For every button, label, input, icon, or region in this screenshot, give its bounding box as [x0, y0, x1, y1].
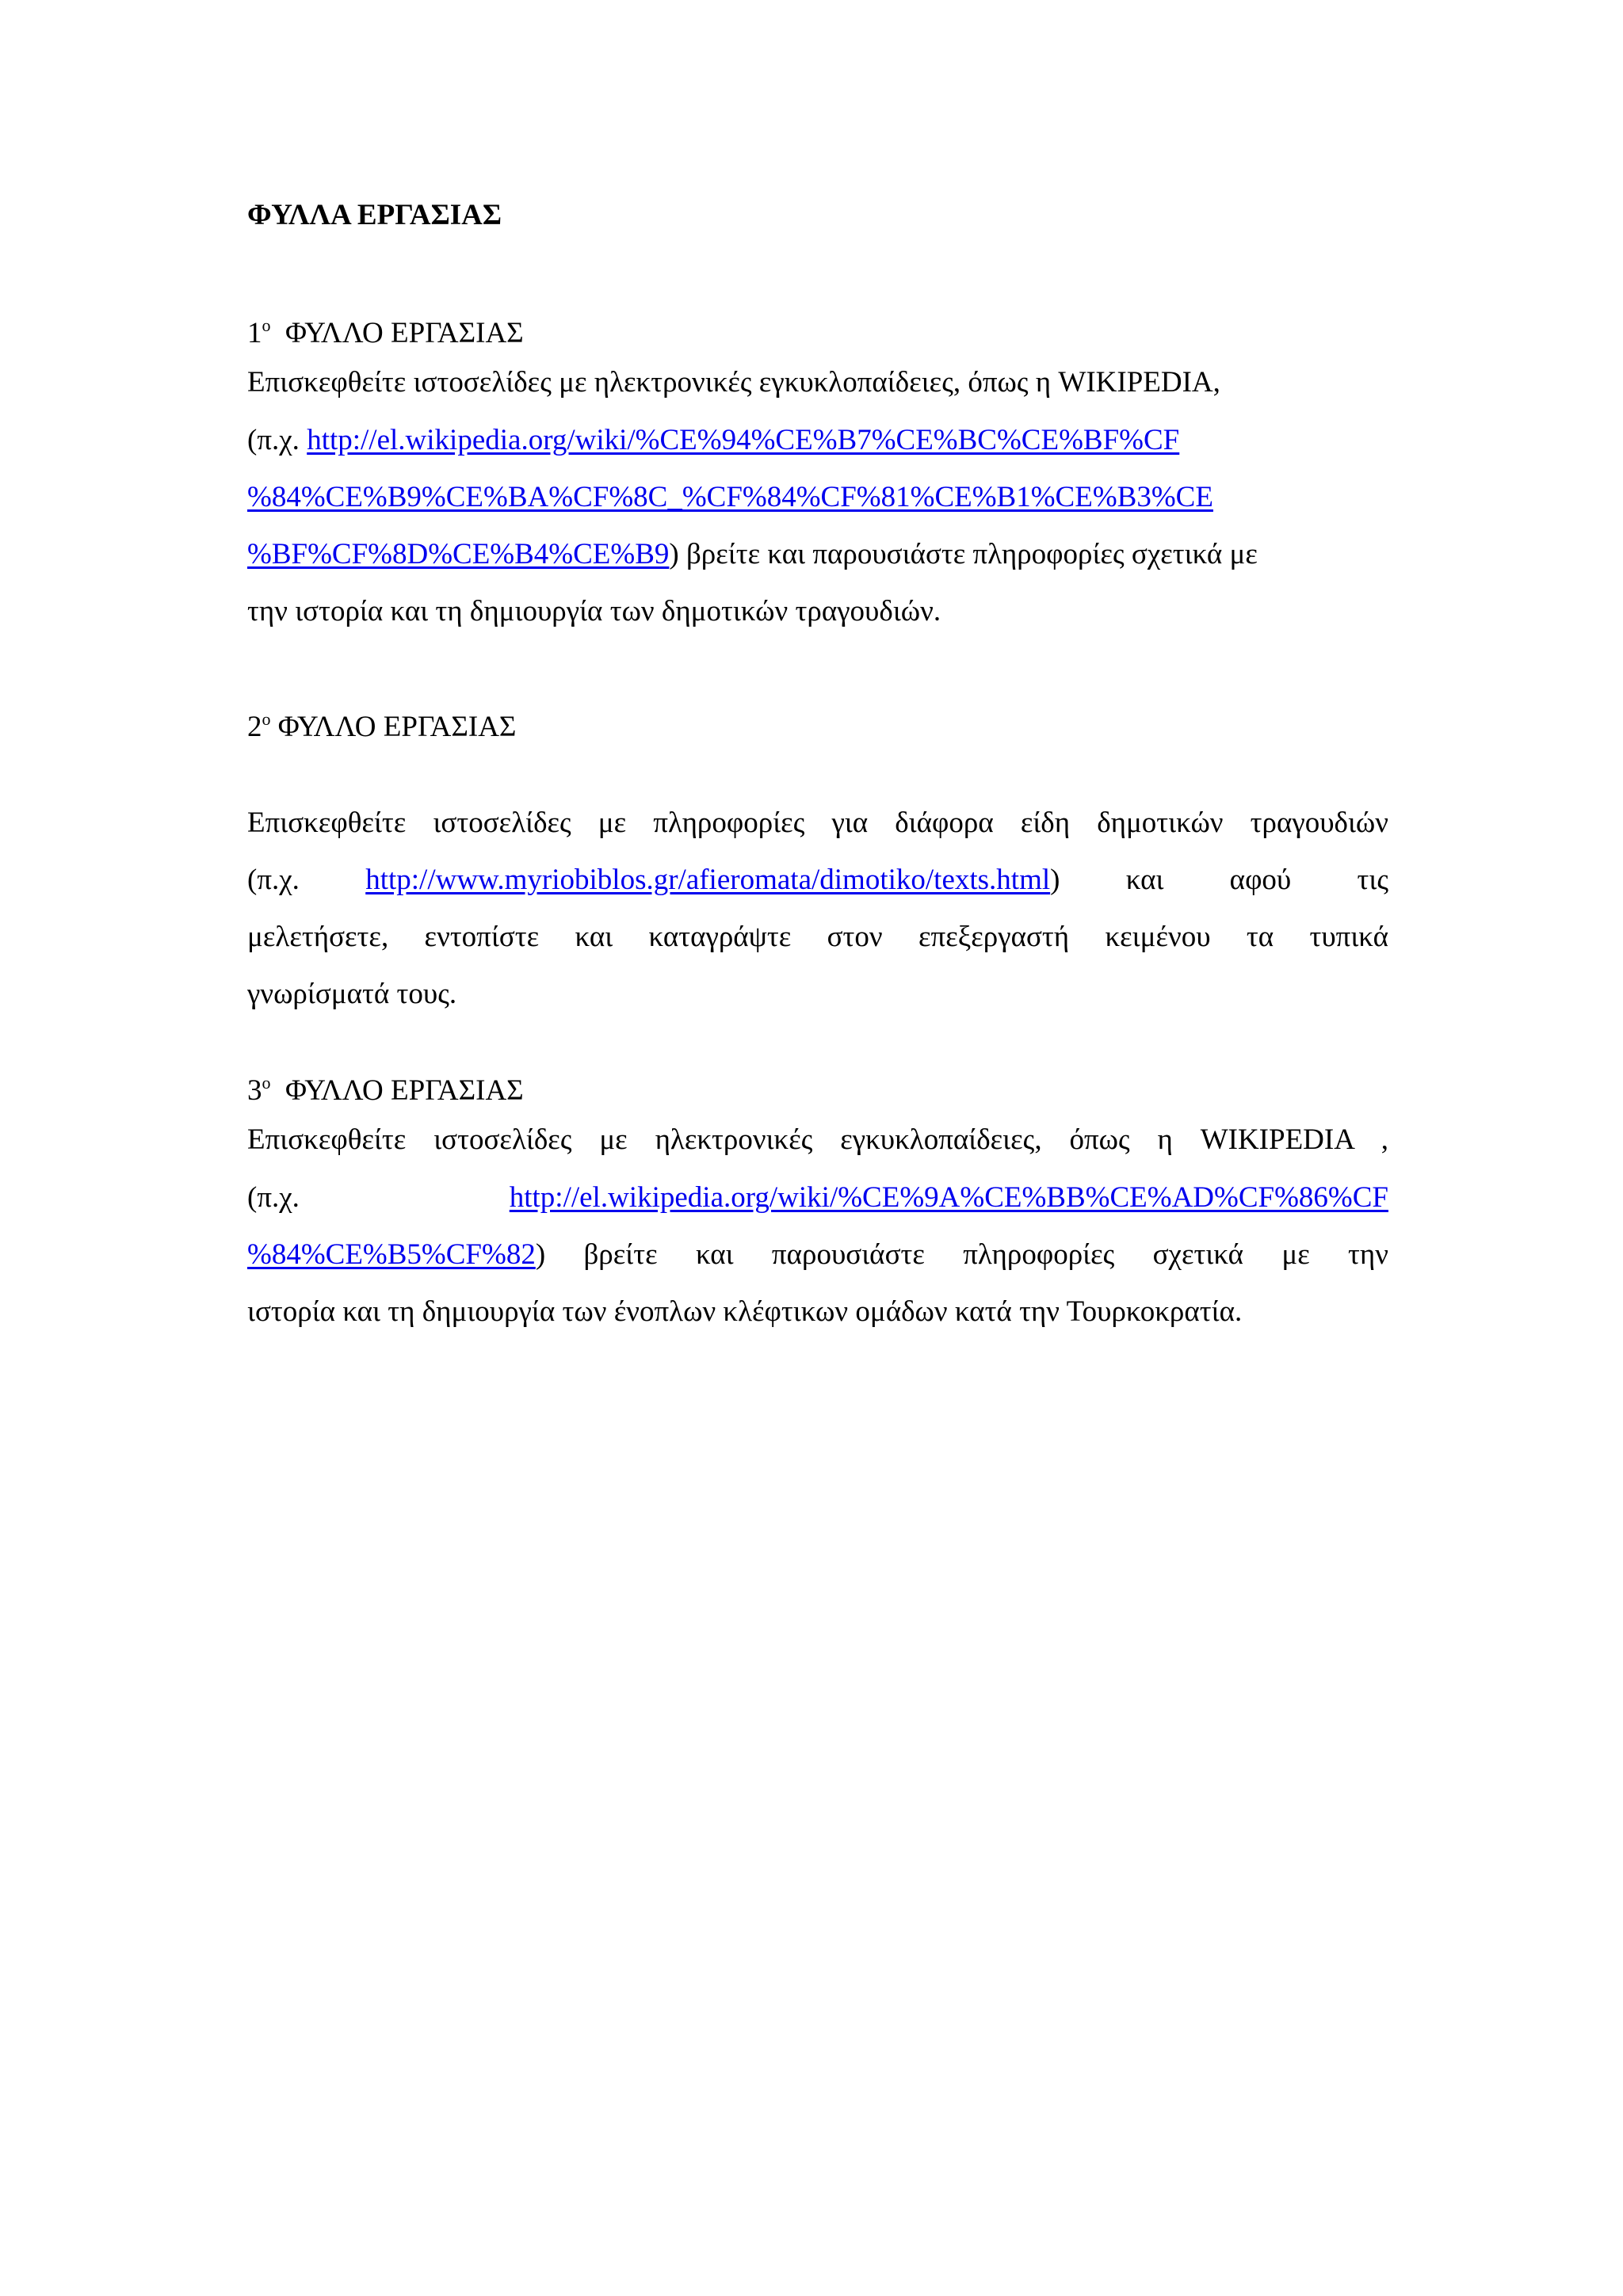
wikipedia-link-part-3[interactable]: %BF%CF%8D%CE%B4%CE%B9 [247, 538, 670, 570]
paragraph-line: την ιστορία και τη δημιουργία των δημοτικών τραγουδιών. [247, 595, 941, 627]
section-heading-text: ΦΥΛΛΟ ΕΡΓΑΣΙΑΣ [270, 1074, 524, 1107]
section-heading [247, 314, 1388, 353]
paragraph-line: μελετήσετε, εντοπίστε και καταγράψτε στον επεξεργαστή κειμένου τα τυπικά [247, 921, 1388, 953]
paragraph-line: Επισκεφθείτε ιστοσελίδες με πληροφορίες για διάφορα είδη δημοτικών τραγουδιών [247, 807, 1388, 839]
paragraph-line: Επισκεφθείτε ιστοσελίδες με ηλεκτρονικές εγκυκλοπαίδειες, όπως η WIKIPEDIA , [247, 1123, 1388, 1156]
line-prefix: (π.χ. [247, 424, 307, 456]
section-heading-text: ΦΥΛΛΟ ΕΡΓΑΣΙΑΣ [270, 317, 524, 349]
section-heading [247, 707, 1388, 747]
worksheet-section-2 [247, 707, 1388, 1023]
wikipedia-link-part-1[interactable]: http://el.wikipedia.org/wiki/%CE%94%CE%B7%CE%BC%CE%BF%CF [307, 424, 1180, 456]
section-number-suffix: ο [262, 1073, 271, 1093]
paragraph-line [247, 526, 1388, 583]
paragraph-line [247, 852, 1388, 909]
section-number: 2 [247, 711, 262, 743]
section-number: 3 [247, 1074, 262, 1107]
wikipedia-link-part-2[interactable]: %84%CE%B9%CE%BA%CF%8C_%CF%84%CF%81%CE%B1%CE%B3%CE [247, 481, 1213, 513]
paragraph-line: γνωρίσματά τους. [247, 978, 457, 1010]
worksheet-section-3 [247, 1071, 1388, 1341]
worksheet-section-1 [247, 314, 1388, 640]
paragraph-line [247, 1226, 1388, 1283]
line-suffix: ) βρείτε και παρουσιάστε πληροφορίες σχετικά με [669, 538, 1258, 570]
wikipedia-klefts-link-part-1[interactable]: http://el.wikipedia.org/wiki/%CE%9A%CE%BB%CE%AD%CF%86%CF [509, 1181, 1388, 1214]
section-number-suffix: ο [262, 315, 271, 335]
paragraph-line [247, 469, 1388, 526]
paragraph-line: ιστορία και τη δημιουργία των ένοπλων κλέφτικων ομάδων κατά την Τουρκοκρατία. [247, 1295, 1243, 1328]
line-suffix: ) βρείτε και παρουσιάστε πληροφορίες σχετικά με την [535, 1238, 1388, 1271]
paragraph-line [247, 412, 1388, 469]
line-prefix: (π.χ. [247, 1181, 510, 1214]
document-title: ΦΥΛΛΑ ΕΡΓΑΣΙΑΣ [247, 199, 502, 231]
wikipedia-klefts-link-part-2[interactable]: %84%CE%B5%CF%82 [247, 1238, 536, 1271]
section-heading [247, 1071, 1388, 1111]
section-number-suffix: ο [262, 709, 271, 729]
line-suffix: ) και αφού τις [1050, 864, 1388, 896]
paragraph-line: Επισκεφθείτε ιστοσελίδες με ηλεκτρονικές εγκυκλοπαίδειες, όπως η WIKIPEDIA, [247, 366, 1220, 399]
myriobiblos-link[interactable]: http://www.myriobiblos.gr/afieromata/dimotiko/texts.html [365, 864, 1051, 896]
paragraph-line [247, 1169, 1388, 1226]
section-number: 1 [247, 317, 262, 349]
line-prefix: (π.χ. [247, 864, 366, 896]
section-heading-text: ΦΥΛΛΟ ΕΡΓΑΣΙΑΣ [270, 711, 517, 743]
